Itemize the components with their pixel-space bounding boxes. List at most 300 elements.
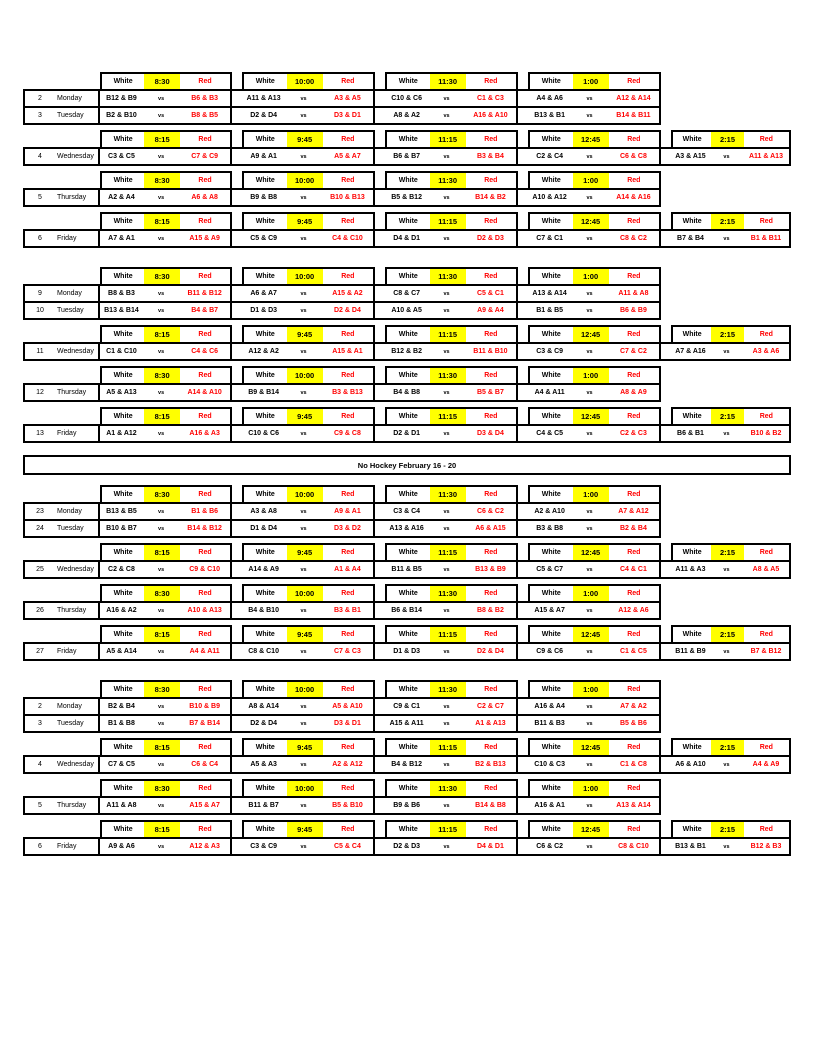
spacer: [232, 625, 242, 644]
day-name: Wednesday: [55, 344, 100, 359]
game-cell: [528, 562, 661, 577]
vs-label: vs: [586, 802, 593, 809]
white-teams: B13 & B1: [675, 843, 706, 850]
red-teams: B5 & B10: [332, 802, 363, 809]
session-header: [671, 738, 791, 757]
vs-label: vs: [158, 389, 165, 396]
time-label: 11:30: [430, 487, 466, 502]
red-teams: D3 & D4: [477, 430, 504, 437]
session-header-row: [23, 584, 661, 603]
session-header: [242, 72, 375, 91]
game-cell: [242, 699, 375, 714]
vs-label: vs: [586, 348, 593, 355]
white-teams: D2 & D1: [393, 430, 421, 437]
white-teams: A15 & A11: [389, 720, 424, 727]
session-header: [100, 212, 232, 231]
white-column-label: White: [398, 218, 418, 225]
spacer: [55, 680, 100, 699]
time-label: 2:15: [711, 740, 743, 755]
vs-label: vs: [158, 703, 165, 710]
white-column-label: White: [113, 218, 133, 225]
red-column-label: Red: [341, 491, 355, 498]
red-teams: C4 & C10: [332, 235, 363, 242]
game-cell: [242, 426, 375, 441]
vs-label: vs: [158, 95, 165, 102]
game-cell: [242, 504, 375, 519]
session-header: [385, 738, 518, 757]
red-column-label: Red: [759, 331, 773, 338]
spacer: [518, 108, 528, 123]
time-label: 2:15: [711, 327, 743, 342]
red-column-label: Red: [198, 686, 212, 693]
white-column-label: White: [398, 631, 418, 638]
white-column-label: White: [541, 491, 561, 498]
game-cell: [528, 344, 661, 359]
vs-label: vs: [586, 235, 593, 242]
game-cell: [242, 344, 375, 359]
white-teams: A2 & A10: [534, 508, 565, 515]
game-cell: [100, 385, 232, 400]
spacer: [232, 325, 242, 344]
white-column-label: White: [255, 631, 275, 638]
session-header-row: [23, 779, 661, 798]
spacer: [375, 521, 385, 536]
white-teams: C5 & C9: [250, 235, 278, 242]
spacer: [232, 504, 242, 519]
game-cell: [100, 603, 232, 618]
vs-label: vs: [158, 290, 165, 297]
spacer: [518, 190, 528, 205]
white-column-label: White: [255, 218, 275, 225]
vs-label: vs: [723, 348, 730, 355]
time-label: 12:45: [573, 545, 609, 560]
red-teams: D3 & D1: [334, 112, 361, 119]
red-teams: B10 & B2: [750, 430, 782, 437]
game-cell: [100, 521, 232, 536]
spacer: [23, 171, 55, 190]
time-label: 8:30: [144, 487, 180, 502]
date-number: 25: [23, 562, 55, 577]
spacer: [375, 130, 385, 149]
red-teams: B3 & B1: [334, 607, 361, 614]
session-header: [100, 584, 232, 603]
time-label: 11:30: [430, 269, 466, 284]
red-teams: B3 & B4: [477, 153, 504, 160]
vs-label: vs: [300, 508, 307, 515]
spacer: [518, 286, 528, 301]
white-column-label: White: [398, 686, 418, 693]
vs-label: vs: [158, 348, 165, 355]
red-column-label: Red: [484, 218, 498, 225]
vs-label: vs: [158, 430, 165, 437]
game-cell: [385, 91, 518, 106]
game-cell: [385, 521, 518, 536]
white-teams: B8 & B3: [108, 290, 135, 297]
vs-label: vs: [586, 761, 593, 768]
white-teams: D2 & D4: [250, 720, 278, 727]
spacer: [518, 839, 528, 854]
white-teams: C3 & C4: [393, 508, 421, 515]
vs-label: vs: [158, 843, 165, 850]
white-teams: A8 & A14: [248, 703, 279, 710]
red-column-label: Red: [198, 177, 212, 184]
white-column-label: White: [113, 785, 133, 792]
red-column-label: Red: [341, 177, 355, 184]
spacer: [375, 91, 385, 106]
red-column-label: Red: [484, 136, 498, 143]
red-teams: B8 & B2: [477, 607, 504, 614]
red-teams: B5 & B7: [477, 389, 504, 396]
game-cell: [385, 108, 518, 123]
date-number: 2: [23, 699, 55, 714]
time-label: 11:30: [430, 173, 466, 188]
time-label: 1:00: [573, 781, 609, 796]
vs-label: vs: [723, 648, 730, 655]
vs-label: vs: [586, 525, 593, 532]
session-header: [385, 779, 518, 798]
white-column-label: White: [113, 686, 133, 693]
date-number: 5: [23, 798, 55, 813]
time-label: 2:15: [711, 627, 743, 642]
red-column-label: Red: [341, 686, 355, 693]
session-header: [528, 543, 661, 562]
spacer: [375, 504, 385, 519]
spacer: [232, 798, 242, 813]
spacer: [232, 407, 242, 426]
white-teams: B9 & B8: [250, 194, 278, 201]
white-teams: A16 & A1: [534, 802, 565, 809]
game-cell: [528, 798, 661, 813]
date-number: 23: [23, 504, 55, 519]
white-teams: A5 & A3: [250, 761, 277, 768]
spacer: [518, 267, 528, 286]
white-column-label: White: [255, 372, 275, 379]
white-column-label: White: [113, 491, 133, 498]
session-header: [385, 72, 518, 91]
spacer: [661, 644, 671, 659]
time-label: 8:15: [144, 214, 180, 229]
game-cell: [671, 562, 791, 577]
white-teams: C1 & C10: [106, 348, 137, 355]
red-teams: B13 & B9: [475, 566, 506, 573]
red-teams: A11 & A13: [748, 153, 783, 160]
game-cell: [242, 190, 375, 205]
session-header: [528, 820, 661, 839]
spacer: [518, 680, 528, 699]
white-teams: A13 & A16: [389, 525, 424, 532]
white-column-label: White: [398, 78, 418, 85]
red-teams: C4 & C1: [620, 566, 647, 573]
red-column-label: Red: [627, 826, 641, 833]
white-teams: A4 & A11: [534, 389, 565, 396]
white-teams: D1 & D3: [393, 648, 421, 655]
red-teams: A7 & A2: [620, 703, 647, 710]
red-column-label: Red: [627, 273, 641, 280]
red-teams: B14 & B11: [616, 112, 651, 119]
session-header: [242, 680, 375, 699]
game-cell: [242, 839, 375, 854]
red-teams: B14 & B12: [187, 525, 222, 532]
red-column-label: Red: [627, 785, 641, 792]
red-teams: A7 & A12: [618, 508, 649, 515]
vs-label: vs: [300, 566, 307, 573]
session-header: [528, 407, 661, 426]
spacer: [375, 171, 385, 190]
vs-label: vs: [300, 607, 307, 614]
white-column-label: White: [113, 744, 133, 751]
session-header: [385, 366, 518, 385]
red-teams: B6 & B9: [620, 307, 647, 314]
red-column-label: Red: [198, 78, 212, 85]
game-cell: [242, 385, 375, 400]
white-teams: B4 & B12: [391, 761, 422, 768]
red-teams: C6 & C4: [191, 761, 219, 768]
red-column-label: Red: [198, 549, 212, 556]
red-column-label: Red: [759, 826, 773, 833]
red-column-label: Red: [341, 372, 355, 379]
spacer: [375, 699, 385, 714]
game-cell: [100, 108, 232, 123]
time-label: 11:15: [430, 132, 466, 147]
time-label: 10:00: [287, 487, 323, 502]
red-teams: A14 & A10: [187, 389, 222, 396]
spacer: [232, 584, 242, 603]
spacer: [232, 171, 242, 190]
white-teams: A14 & A9: [248, 566, 279, 573]
session-header: [100, 130, 232, 149]
game-cell: [385, 149, 518, 164]
vs-label: vs: [586, 290, 593, 297]
vs-label: vs: [586, 508, 593, 515]
vs-label: vs: [300, 112, 307, 119]
vs-label: vs: [443, 307, 450, 314]
game-cell: [528, 190, 661, 205]
spacer: [518, 562, 528, 577]
spacer: [375, 108, 385, 123]
red-column-label: Red: [484, 826, 498, 833]
session-header: [242, 366, 375, 385]
red-teams: C5 & C4: [334, 843, 361, 850]
game-cell: [385, 603, 518, 618]
white-teams: A7 & A16: [675, 348, 706, 355]
game-cell: [671, 757, 791, 772]
white-teams: A16 & A2: [106, 607, 137, 614]
spacer: [375, 680, 385, 699]
session-header-row: [23, 625, 791, 644]
game-cell: [528, 385, 661, 400]
red-teams: A6 & A8: [191, 194, 218, 201]
game-cell: [385, 839, 518, 854]
white-column-label: White: [113, 631, 133, 638]
white-teams: A1 & A12: [106, 430, 137, 437]
red-column-label: Red: [484, 549, 498, 556]
spacer: [23, 485, 55, 504]
red-column-label: Red: [759, 136, 773, 143]
white-column-label: White: [113, 549, 133, 556]
session-header: [100, 366, 232, 385]
vs-label: vs: [158, 307, 165, 314]
time-label: 8:30: [144, 781, 180, 796]
vs-label: vs: [723, 235, 730, 242]
red-teams: A4 & A11: [189, 648, 220, 655]
day-row: [23, 301, 661, 320]
red-teams: A1 & A4: [334, 566, 361, 573]
vs-label: vs: [723, 153, 730, 160]
game-cell: [100, 231, 232, 246]
day-name: Thursday: [55, 603, 100, 618]
spacer: [23, 130, 55, 149]
white-column-label: White: [255, 491, 275, 498]
white-teams: A11 & A13: [246, 95, 281, 102]
white-teams: B10 & B7: [106, 525, 137, 532]
game-cell: [242, 303, 375, 318]
session-header: [671, 543, 791, 562]
spacer: [518, 385, 528, 400]
day-row: [23, 229, 791, 248]
spacer: [55, 130, 100, 149]
red-teams: B7 & B14: [189, 720, 220, 727]
vs-label: vs: [586, 843, 593, 850]
red-column-label: Red: [759, 218, 773, 225]
session-header: [671, 212, 791, 231]
spacer: [375, 839, 385, 854]
time-label: 12:45: [573, 409, 609, 424]
day-row: [23, 755, 791, 774]
game-cell: [671, 231, 791, 246]
red-column-label: Red: [198, 273, 212, 280]
session-header: [385, 625, 518, 644]
game-cell: [528, 644, 661, 659]
vs-label: vs: [300, 802, 307, 809]
session-header: [100, 485, 232, 504]
game-cell: [242, 716, 375, 731]
spacer: [23, 366, 55, 385]
time-label: 11:30: [430, 781, 466, 796]
spacer: [232, 543, 242, 562]
time-label: 9:45: [287, 822, 323, 837]
white-teams: C10 & C3: [534, 761, 565, 768]
white-teams: D1 & D4: [250, 525, 278, 532]
spacer: [518, 485, 528, 504]
white-teams: C4 & C5: [536, 430, 564, 437]
time-label: 9:45: [287, 627, 323, 642]
session-header: [385, 407, 518, 426]
day-name: Tuesday: [55, 521, 100, 536]
red-teams: B1 & B11: [750, 235, 782, 242]
day-name: Friday: [55, 839, 100, 854]
game-cell: [242, 798, 375, 813]
date-number: 11: [23, 344, 55, 359]
white-teams: A3 & A8: [250, 508, 277, 515]
red-teams: B4 & B7: [191, 307, 219, 314]
session-header-row: [23, 738, 791, 757]
white-column-label: White: [541, 372, 561, 379]
spacer: [55, 485, 100, 504]
red-teams: A5 & A7: [334, 153, 361, 160]
red-teams: A6 & A15: [475, 525, 506, 532]
day-name: Monday: [55, 699, 100, 714]
white-column-label: White: [398, 826, 418, 833]
red-column-label: Red: [198, 331, 212, 338]
white-column-label: White: [113, 590, 133, 597]
day-name: Wednesday: [55, 562, 100, 577]
spacer: [375, 72, 385, 91]
red-column-label: Red: [341, 78, 355, 85]
red-column-label: Red: [627, 686, 641, 693]
spacer: [232, 231, 242, 246]
white-teams: B5 & B12: [391, 194, 422, 201]
red-teams: B1 & B6: [191, 508, 219, 515]
spacer: [232, 839, 242, 854]
spacer: [232, 680, 242, 699]
white-column-label: White: [398, 177, 418, 184]
spacer: [518, 91, 528, 106]
white-teams: C2 & C4: [536, 153, 564, 160]
red-teams: C1 & C5: [620, 648, 647, 655]
vs-label: vs: [443, 648, 450, 655]
session-header: [100, 72, 232, 91]
spacer: [661, 407, 671, 426]
spacer: [232, 426, 242, 441]
session-header: [100, 738, 232, 757]
red-column-label: Red: [484, 273, 498, 280]
spacer: [23, 625, 55, 644]
time-label: 8:15: [144, 545, 180, 560]
red-teams: A12 & A3: [189, 843, 220, 850]
red-column-label: Red: [627, 631, 641, 638]
white-teams: D4 & D1: [393, 235, 421, 242]
vs-label: vs: [443, 95, 450, 102]
spacer: [232, 644, 242, 659]
red-column-label: Red: [484, 590, 498, 597]
session-header: [385, 267, 518, 286]
vs-label: vs: [443, 235, 450, 242]
day-name: Monday: [55, 91, 100, 106]
session-header-row: [23, 171, 661, 190]
vs-label: vs: [443, 843, 450, 850]
session-header: [242, 267, 375, 286]
white-teams: A11 & A3: [675, 566, 706, 573]
white-teams: C10 & C6: [248, 430, 279, 437]
spacer: [518, 625, 528, 644]
red-teams: C4 & C6: [191, 348, 219, 355]
week-block: [23, 485, 791, 661]
time-label: 8:15: [144, 822, 180, 837]
spacer: [661, 625, 671, 644]
date-number: 3: [23, 108, 55, 123]
game-cell: [528, 716, 661, 731]
red-teams: B14 & B2: [475, 194, 506, 201]
game-cell: [528, 149, 661, 164]
spacer: [518, 699, 528, 714]
vs-label: vs: [443, 566, 450, 573]
vs-label: vs: [443, 761, 450, 768]
spacer: [55, 584, 100, 603]
red-teams: A16 & A3: [189, 430, 220, 437]
game-cell: [528, 521, 661, 536]
red-teams: A14 & A16: [616, 194, 651, 201]
red-teams: A15 & A7: [189, 802, 220, 809]
white-teams: B2 & B10: [106, 112, 137, 119]
red-column-label: Red: [759, 631, 773, 638]
red-column-label: Red: [484, 491, 498, 498]
spacer: [375, 625, 385, 644]
session-header-row: [23, 325, 791, 344]
day-name: Monday: [55, 504, 100, 519]
vs-label: vs: [158, 508, 165, 515]
session-header-row: [23, 407, 791, 426]
session-header: [242, 407, 375, 426]
